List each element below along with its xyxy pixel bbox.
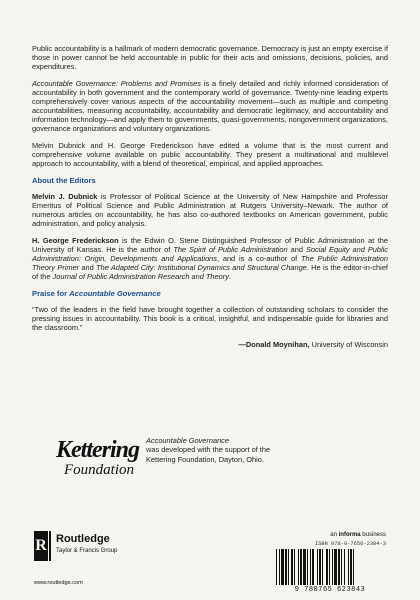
kettering-logo-top: Kettering [56,437,140,463]
fred-title-primer: The Public Administration Theory Primer [32,254,388,272]
barcode [274,549,386,587]
informa-business-line [330,532,386,538]
praise-heading-title: Accountable Governance [69,289,161,298]
barcode-bar [334,549,337,585]
barcode-bar [298,549,299,585]
routledge-logo [34,531,154,571]
isbn-label: ISBN 978-0-7656-2384-3 [314,541,386,547]
barcode-bar [353,549,354,585]
barcode-bar [310,549,311,585]
barcode-bar [276,549,277,585]
barcode-bar [317,549,318,585]
kettering-book-title: Accountable Governance [146,436,229,445]
quote-author: —Donald Moynihan, [238,340,310,349]
barcode-bar [291,549,293,585]
publisher-url: www.routledge.com [34,580,83,586]
barcode-bar [338,549,340,585]
dubnick-bio-text: is Professor of Political Science at the University of New Hampshire and Professor Emeritus of Political Science and Public Administration at Rutgers University–Newark. The author of numerous articles on accountability, he has also co-authored textbooks on American government, public administration, and policy analysis. [32,192,388,228]
barcode-bar [300,549,302,585]
barcode-number: 9 780765 623843 [294,586,366,594]
quote-attribution [32,340,388,349]
fred-title-adapted-city: The Adapted City: Institutional Dynamics and Structural Change [96,263,307,272]
barcode-bar [279,549,280,585]
barcode-bar [322,549,323,585]
intro-paragraph-1: Public accountability is a hallmark of modern democratic governance. Democracy is just an empty exercise if those in power cannot be held accountable in public for their acts and omissions, decisions, policies, and expenditures. [32,44,388,71]
barcode-bar [294,549,295,585]
kettering-logo-bottom: Foundation [64,462,134,478]
quote-affiliation: University of Wisconsin [309,340,388,349]
frederickson-bio [32,236,388,281]
barcode-bar [332,549,333,585]
dubnick-name: Melvin J. Dubnick [32,192,98,201]
kettering-foundation-logo [56,438,146,496]
barcode-bar [288,549,289,585]
back-cover-text [32,44,388,349]
praise-quote: “Two of the leaders in the field have brought together a collection of outstanding scholars to consider the pressing issues in accountability. This book is a critical, insightful, and indispensable guide for libraries and the classroom.” [32,305,388,332]
informa-suffix: business [360,532,386,538]
barcode-bar [281,549,284,585]
frederickson-name: H. George Frederickson [32,236,119,245]
dubnick-bio [32,192,388,228]
fred-text-i: . He is the editor-in-chief of the [32,263,388,281]
barcode-bar [344,549,345,585]
about-editors-heading: About the Editors [32,176,96,185]
barcode-bar [348,549,349,585]
barcode-bar [341,549,342,585]
fred-title-social-equity: Social Equity and Public Administration: Origin, Developments and Applications [32,245,388,263]
barcode-bar [319,549,321,585]
book-title: Accountable Governance: Problems and Promises [32,79,201,88]
fred-title-journal: Journal of Public Administration Research and Theory [52,272,229,281]
barcode-bar [307,549,308,585]
barcode-bar [312,549,314,585]
barcode-bar [350,549,352,585]
kettering-line-2: was developed with the support of the [146,445,271,455]
barcode-bar [303,549,306,585]
informa-prefix: an [330,532,339,538]
barcode-bar [329,549,330,585]
routledge-strip [49,531,51,561]
fred-text-a: is the Edwin O. Stene Distinguished Professor of Public Administration at the University of Kansas. He is the author of [32,236,388,254]
informa-word: informa [338,532,361,538]
routledge-r-icon: R [34,531,48,561]
barcode-bar [285,549,287,585]
kettering-support-note [146,436,356,464]
fred-text-g: and [79,263,97,272]
praise-heading [32,289,388,298]
fred-text-c: and [287,245,306,254]
kettering-line-3: Kettering Foundation, Dayton, Ohio. [146,454,264,464]
fred-title-spirit: The Spirit of Public Administration [173,245,288,254]
intro-paragraph-3: Melvin Dubnick and H. George Frederickson have edited a volume that is the most current and comprehensive volume available on public accountability. They present a multinational and multilevel approach to accountability, with a blend of theoretical, empirical, and applied approaches. [32,141,388,168]
barcode-bar [326,549,328,585]
praise-heading-prefix: Praise for [32,289,70,298]
publisher-subname: Taylor & Francis Group [56,548,118,554]
publisher-name: Routledge [56,533,110,545]
fred-text-k: . [228,272,231,281]
fred-text-e: , and is a co-author of [216,254,301,263]
intro-paragraph-2-text: is a finely detailed and richly informed consideration of accountability in both government and the contemporary world of governance. Twenty-nine leading experts comprehensively cover various aspects of the accountability movement—such as multiple and competing accountabilities, measuring accountability, accountability and democratic legitimacy, and accountability and information technology—and apply them to governments, quasi-governments, nongovernment organizations, governance organizations and voluntary organizations. [32,79,388,133]
intro-paragraph-2 [32,79,388,133]
